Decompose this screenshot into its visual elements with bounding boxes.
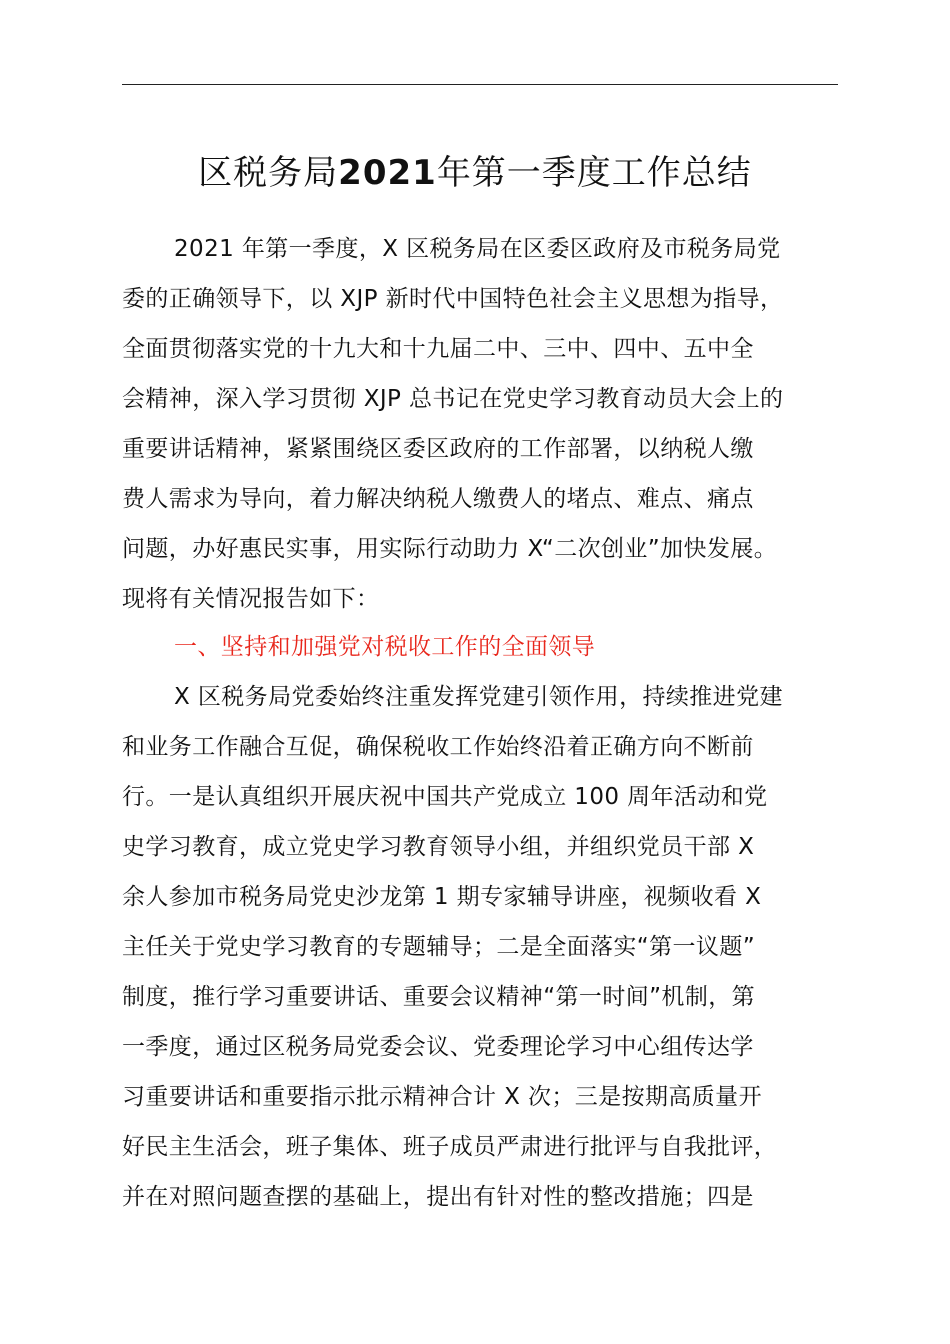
document-title (0, 145, 950, 201)
header-rule (122, 84, 838, 85)
title-suffix: 年第一季度工作总结 (436, 153, 752, 193)
section1-line: 史学习教育，成立党史学习教育领导小组，并组织党员干部 X (122, 834, 755, 860)
intro-line: 委的正确领导下，以 XJP 新时代中国特色社会主义思想为指导， (122, 286, 784, 312)
title-year: 2021 (338, 153, 437, 193)
section1-line: 习重要讲话和重要指示批示精神合计 X 次；三是按期高质量开 (122, 1084, 762, 1110)
title-prefix: 区税务局 (198, 153, 339, 193)
intro-line: 会精神，深入学习贯彻 XJP 总书记在党史学习教育动员大会上的 (122, 386, 784, 412)
intro-paragraph (122, 224, 838, 624)
intro-line: 问题，办好惠民实事，用实际行动助力 X“二次创业”加快发展。 (122, 536, 778, 562)
intro-line: 现将有关情况报告如下： (122, 586, 380, 612)
section1-line: 主任关于党史学习教育的专题辅导；二是全面落实“第一议题” (122, 934, 756, 960)
section1-line: 并在对照问题查摆的基础上，提出有针对性的整改措施；四是 (122, 1184, 754, 1210)
section1-line: X 区税务局党委始终注重发挥党建引领作用，持续推进党建 (174, 684, 783, 710)
section1-line: 好民主生活会，班子集体、班子成员严肃进行批评与自我批评， (122, 1134, 778, 1160)
intro-line: 费人需求为导向，着力解决纳税人缴费人的堵点、难点、痛点 (122, 486, 754, 512)
section1-line: 一季度，通过区税务局党委会议、党委理论学习中心组传达学 (122, 1034, 754, 1060)
intro-line: 全面贯彻落实党的十九大和十九届二中、三中、四中、五中全 (122, 336, 754, 362)
intro-line: 2021 年第一季度，X 区税务局在区委区政府及市税务局党 (174, 236, 781, 262)
section-heading (122, 622, 838, 672)
section1-heading: 一、坚持和加强党对税收工作的全面领导 (174, 634, 596, 660)
intro-line: 重要讲话精神，紧紧围绕区委区政府的工作部署，以纳税人缴 (122, 436, 754, 462)
section1-line: 制度，推行学习重要讲话、重要会议精神“第一时间”机制，第 (122, 984, 756, 1010)
section1-line: 和业务工作融合互促，确保税收工作始终沿着正确方向不断前 (122, 734, 754, 760)
section1-line: 行。一是认真组织开展庆祝中国共产党成立 100 周年活动和党 (122, 784, 768, 810)
section1-paragraph (122, 672, 838, 1222)
section1-line: 余人参加市税务局党史沙龙第 1 期专家辅导讲座，视频收看 X (122, 884, 762, 910)
